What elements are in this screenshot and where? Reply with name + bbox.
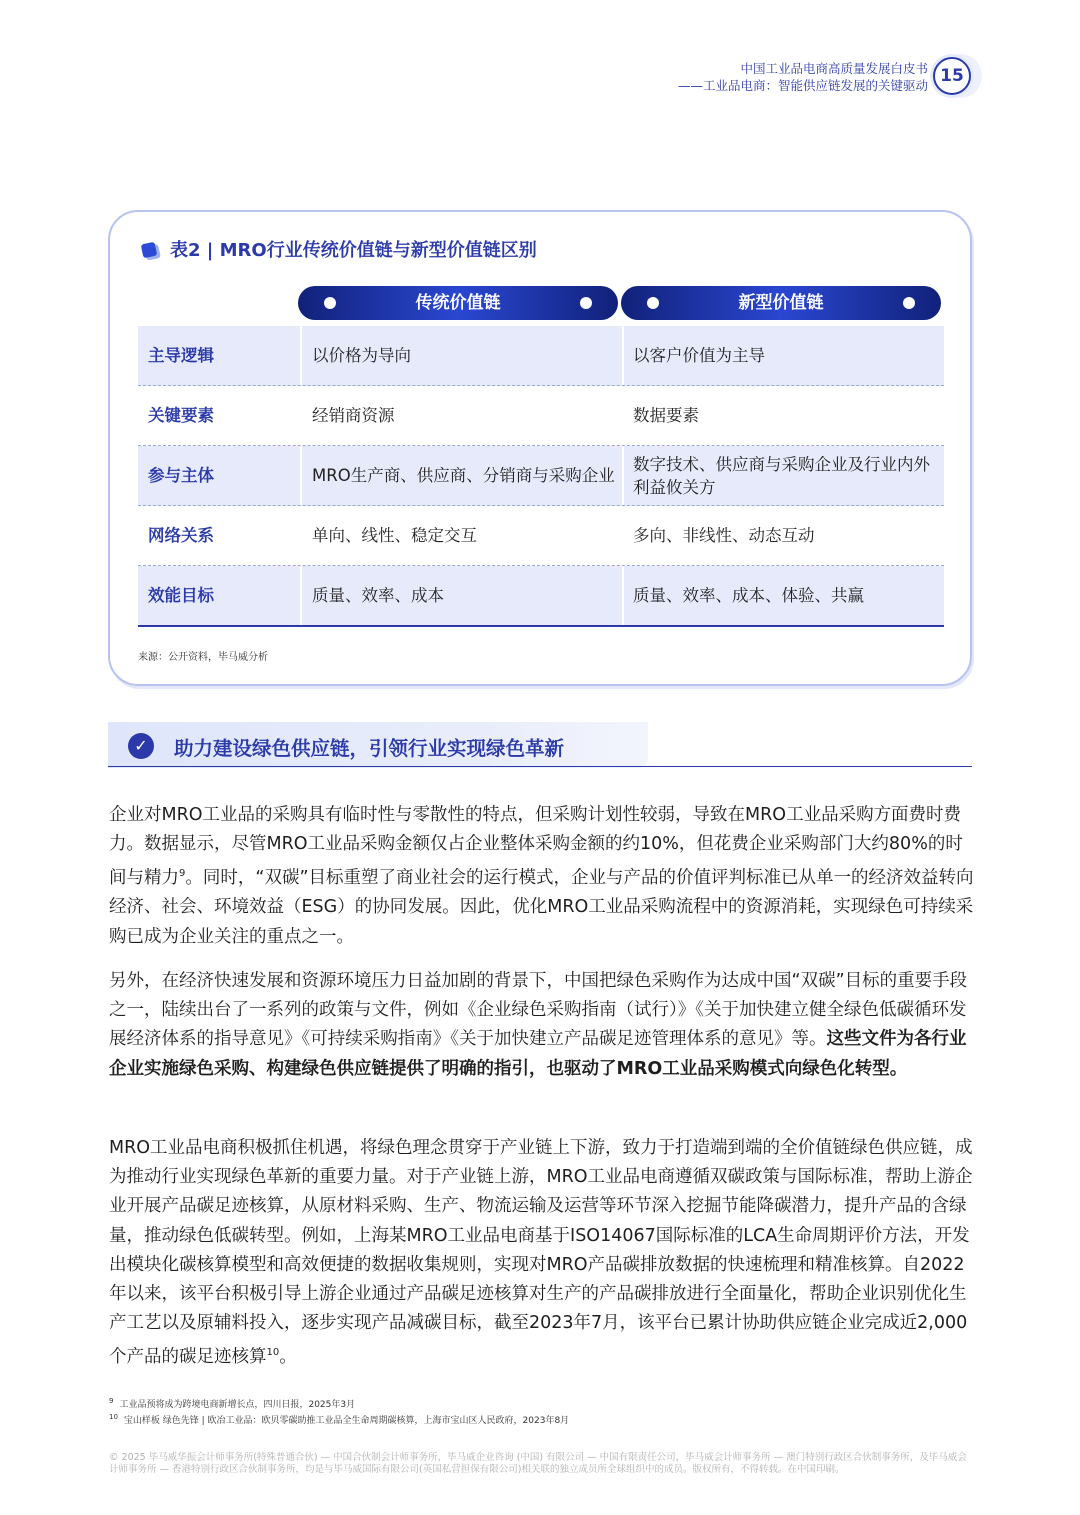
cell-new: 质量、效率、成本、体验、共赢 bbox=[633, 586, 864, 605]
cell-traditional: 单向、线性、稳定交互 bbox=[312, 526, 477, 545]
header-title: 中国工业品电商高质量发展白皮书 bbox=[740, 61, 928, 76]
row-label: 网络关系 bbox=[148, 526, 214, 545]
cell-new: 以客户价值为主导 bbox=[633, 346, 765, 365]
column-separator bbox=[300, 326, 302, 385]
section-title: 助力建设绿色供应链，引领行业实现绿色革新 bbox=[174, 737, 565, 760]
footnote-text: 工业品预将成为跨境电商新增长点，四川日报，2025年3月 bbox=[119, 1400, 356, 1410]
section-divider bbox=[108, 766, 972, 767]
paragraph-text: 。 bbox=[279, 1347, 297, 1368]
page-number: 15 bbox=[933, 57, 971, 95]
dot-icon bbox=[580, 297, 592, 309]
paragraph-text: 。同时，“双碳”目标重塑了商业社会的运行模式，企业与产品的价值评判标准已从单一的经济效益转向经济、社会、环境效益（ESG）的协同发展。因此，优化MRO工业品采购流程中的资源消耗，实现绿色可持续采购已成为企业关注的重点之一。 bbox=[109, 868, 974, 947]
paragraph bbox=[109, 1134, 975, 1372]
footnote-text: 宝山样板 绿色先锋 | 欧冶工业品：欧贝零碳助推工业品全生命周期碳核算，上海市宝山区人民政府，2023年8月 bbox=[123, 1416, 570, 1426]
cell-new: 数据要素 bbox=[633, 406, 699, 425]
row-label: 参与主体 bbox=[148, 466, 214, 485]
column-header-new bbox=[621, 286, 941, 320]
column-separator bbox=[622, 566, 624, 625]
checkmark-icon: ✓ bbox=[128, 733, 154, 759]
paragraph-text: 另外，在经济快速发展和资源环境压力日益加剧的背景下，中国把绿色采购作为达成中国“双碳”目标的重要手段之一，陆续出台了一系列的政策与文件，例如《企业绿色采购指南（试行）》《关于加快建立健全绿色低碳循环发展经济体系的指导意见》《可持续采购指南》《关于加快建立产品碳足迹管理体系的意见》等。 bbox=[109, 971, 968, 1050]
table-title bbox=[142, 236, 537, 262]
copyright-notice: © 2025 毕马威华振会计师事务所(特殊普通合伙) — 中国合伙制会计师事务所，毕马威企业咨询 (中国) 有限公司 — 中国有限责任公司，毕马威会计师事务所 — 澳门特别行政区合伙制事务所，及毕马威会计师事务所 — 香港特别行政区合伙制事务所，均是与毕马威国际有限公司(英国私营担保有限公司)相关联的独立成员所全球组织中的成员。版权所有，不得转载。在中国印刷。 bbox=[109, 1452, 967, 1475]
header-subtitle: ——工业品电商：智能供应链发展的关键驱动 bbox=[677, 78, 928, 93]
square-bullet-icon bbox=[141, 242, 158, 259]
footnote-ref: 10 bbox=[266, 1347, 280, 1359]
cell-new: 数字技术、供应商与采购企业及行业内外利益攸关方 bbox=[633, 454, 930, 497]
footnote-number: 10 bbox=[109, 1413, 118, 1421]
dot-icon bbox=[647, 297, 659, 309]
column-header-traditional bbox=[298, 286, 618, 320]
column-separator bbox=[300, 566, 302, 625]
running-header bbox=[678, 60, 928, 94]
column-header-label: 传统价值链 bbox=[415, 293, 501, 313]
comparison-table-card bbox=[108, 210, 972, 686]
table-source: 来源：公开资料，毕马威分析 bbox=[138, 652, 268, 663]
table-row bbox=[138, 446, 944, 506]
cell-traditional: 经销商资源 bbox=[312, 406, 395, 425]
footnote bbox=[109, 1397, 355, 1410]
cell-new: 多向、非线性、动态互动 bbox=[633, 526, 815, 545]
column-separator bbox=[622, 326, 624, 385]
dot-icon bbox=[903, 297, 915, 309]
row-label: 主导逻辑 bbox=[148, 346, 214, 365]
footnote-number: 9 bbox=[109, 1397, 114, 1405]
column-separator bbox=[622, 446, 624, 505]
paragraph bbox=[109, 801, 975, 952]
cell-traditional: 质量、效率、成本 bbox=[312, 586, 444, 605]
table-row bbox=[138, 506, 944, 566]
table-row bbox=[138, 326, 944, 386]
table-title-text: 表2 | MRO行业传统价值链与新型价值链区别 bbox=[170, 240, 537, 261]
cell-traditional: MRO生产商、供应商、分销商与采购企业 bbox=[312, 466, 615, 485]
footnote bbox=[109, 1413, 569, 1426]
paragraph bbox=[109, 967, 975, 1084]
row-label: 关键要素 bbox=[148, 406, 214, 425]
dot-icon bbox=[324, 297, 336, 309]
cell-traditional: 以价格为导向 bbox=[312, 346, 411, 365]
paragraph-text: 企业对MRO工业品的采购具有临时性与零散性的特点，但采购计划性较弱，导致在MRO工业品采购方面费时费力。数据显示，尽管MRO工业品采购金额仅占企业整体采购金额的约10%，但花费企业采购部门大约80%的时间与精力 bbox=[109, 805, 963, 889]
paragraph-text: MRO工业品电商积极抓住机遇，将绿色理念贯穿于产业链上下游，致力于打造端到端的全价值链绿色供应链，成为推动行业实现绿色革新的重要力量。对于产业链上游，MRO工业品电商遵循双碳政策与国际标准，帮助上游企业开展产品碳足迹核算，从原材料采购、生产、物流运输及运营等环节深入挖掘节能降碳潜力，提升产品的含绿量，推动绿色低碳转型。例如，上海某MRO工业品电商基于ISO14067国际标准的LCA生命周期评价方法，开发出模块化碳核算模型和高效便捷的数据收集规则，实现对MRO产品碳排放数据的快速梳理和精准核算。自2022年以来，该平台积极引导上游企业通过产品碳足迹核算对生产的产品碳排放进行全面量化，帮助企业识别优化生产工艺以及原辅料投入，逐步实现产品减碳目标，截至2023年7月，该平台已累计协助供应链企业完成近2,000个产品的碳足迹核算 bbox=[109, 1138, 973, 1368]
row-label: 效能目标 bbox=[148, 586, 214, 605]
paragraph-emphasis: 这些文件为各行业企业实施绿色采购、构建绿色供应链提供了明确的指引，也驱动了MRO工业品采购模式向绿色化转型。 bbox=[109, 1029, 967, 1079]
table-row bbox=[138, 386, 944, 446]
table-row bbox=[138, 566, 944, 627]
footnote-ref: 9 bbox=[179, 868, 186, 880]
column-header-label: 新型价值链 bbox=[738, 293, 824, 313]
page-number-badge bbox=[930, 54, 974, 98]
column-separator bbox=[300, 446, 302, 505]
